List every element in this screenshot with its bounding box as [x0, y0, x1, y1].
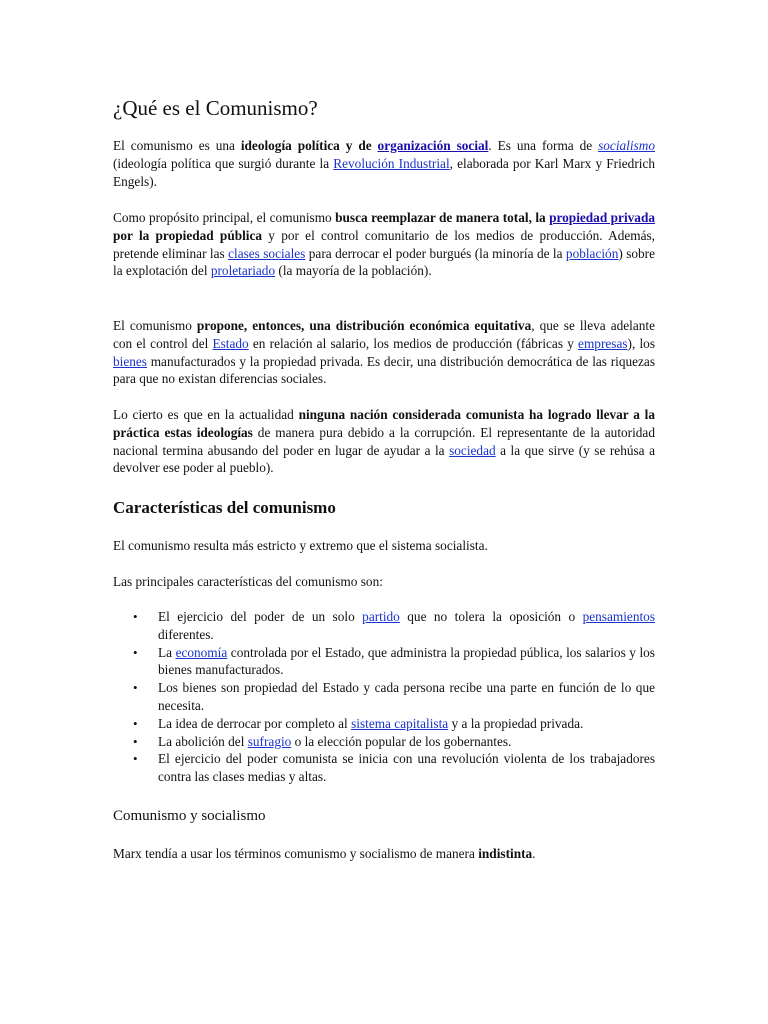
text: Como propósito principal, el comunismo [113, 210, 336, 225]
link-bienes[interactable]: bienes [113, 353, 147, 369]
bold-text: ninguna nación considerada comunista ha logrado llevar a la práctica estas ideologías [113, 407, 655, 440]
text: ) sobre la explotación del [113, 245, 656, 279]
paragraph-definition [113, 137, 655, 190]
bullet-icon: • [133, 715, 138, 731]
paragraph-distribution [113, 317, 655, 388]
page-title: ¿Qué es el Comunismo? [113, 96, 318, 120]
text: controlada por el Estado, que administra la propiedad pública, los salarios y los bienes manufacturados. [158, 644, 655, 678]
paragraph-marx [113, 845, 655, 863]
link-propiedad-privada[interactable]: propiedad privada [549, 210, 655, 225]
text: y por el control comunitario de los medios de producción. Además, pretende eliminar las [113, 227, 655, 261]
link-sociedad[interactable]: sociedad [449, 442, 496, 458]
text: de manera pura debido a la corrupción. El representante de la autoridad nacional termina abusando del poder en lugar de ayudar a la [113, 424, 655, 458]
paragraph-reality [113, 406, 655, 477]
link-clases-sociales[interactable]: clases sociales [228, 245, 306, 261]
text: en relación al salario, los medios de producción (fábricas y [248, 335, 579, 351]
text: El ejercicio del poder de un solo [158, 609, 363, 624]
bold-text: ideología política y de [240, 138, 378, 153]
paragraph-strict: El comunismo resulta más estricto y extremo que el sistema socialista. [113, 538, 488, 553]
list-item [113, 715, 655, 733]
text: , elaborada por Karl Marx y Friedrich Engels). [113, 155, 655, 189]
text: (ideología política que surgió durante la [113, 155, 334, 171]
bullet-icon: • [133, 680, 138, 696]
text: manufacturados y la propiedad privada. Es decir, una distribución democrática de las riquezas para que no existan diferencias sociales. [113, 353, 655, 387]
bold-text: propone, entonces, una distribución económica equitativa [196, 318, 532, 333]
bullet-icon: • [133, 644, 138, 660]
text: La abolición del [158, 733, 248, 749]
text: ), los [627, 335, 655, 351]
text: diferentes. [158, 626, 214, 642]
list-item [113, 644, 655, 680]
link-socialismo[interactable]: socialismo [598, 138, 655, 153]
text: El comunismo [113, 318, 197, 333]
text: Marx tendía a usar los términos comunismo y socialismo de manera [113, 846, 479, 861]
text: para derrocar el poder burgués (la minoría de la [305, 245, 566, 261]
bullet-icon: • [133, 609, 138, 624]
link-estado[interactable]: Estado [212, 335, 249, 351]
bullet-icon: • [133, 751, 138, 767]
list-item [113, 733, 655, 751]
link-poblacion[interactable]: población [565, 245, 619, 261]
text: a la que sirve (y se rehúsa a devolver ese poder al pueblo). [113, 442, 655, 476]
text: Los bienes son propiedad del Estado y cada persona recibe una parte en función de lo que necesita. [158, 680, 655, 713]
text: que no tolera la oposición o [399, 609, 583, 624]
link-pensamientos[interactable]: pensamientos [582, 609, 655, 624]
text: El ejercicio del poder comunista se inicia con una revolución violenta de los trabajadores contra las clases medias y altas. [158, 751, 655, 785]
section-heading-comunismo-socialismo: Comunismo y socialismo [113, 808, 266, 824]
text: y a la propiedad privada. [448, 715, 584, 731]
link-proletariado[interactable]: proletariado [210, 263, 276, 279]
characteristics-list [113, 608, 655, 786]
text: (la mayoría de la población). [275, 263, 432, 279]
bold-text: indistinta [478, 846, 533, 861]
link-empresas[interactable]: empresas [578, 335, 628, 351]
bold-text: por la propiedad pública [113, 227, 263, 243]
link-revolucion-industrial[interactable]: Revolución Industrial [333, 155, 450, 171]
list-item [113, 679, 655, 715]
text: La [158, 644, 176, 660]
link-sufragio[interactable]: sufragio [247, 733, 292, 749]
paragraph-purpose [113, 209, 655, 280]
bold-text: busca reemplazar de manera total, la [335, 210, 550, 225]
bullet-icon: • [133, 733, 138, 749]
text: . Es una forma de [488, 138, 599, 153]
link-sistema-capitalista[interactable]: sistema capitalista [351, 715, 449, 731]
text: , que se lleva adelante con el control del [113, 318, 656, 351]
link-economia[interactable]: economía [175, 644, 228, 660]
list-item [113, 608, 655, 644]
section-heading-characteristics: Características del comunismo [113, 498, 336, 517]
list-item [113, 750, 655, 786]
paragraph-main-characteristics: Las principales características del comunismo son: [113, 574, 383, 589]
text: Lo cierto es que en la actualidad [113, 407, 299, 422]
text: El comunismo es una [113, 138, 241, 153]
text: o la elección popular de los gobernantes. [291, 733, 512, 749]
text: . [532, 846, 536, 861]
link-organizacion-social[interactable]: organización social [377, 138, 489, 153]
link-partido[interactable]: partido [362, 609, 400, 624]
text: La idea de derrocar por completo al [158, 715, 352, 731]
